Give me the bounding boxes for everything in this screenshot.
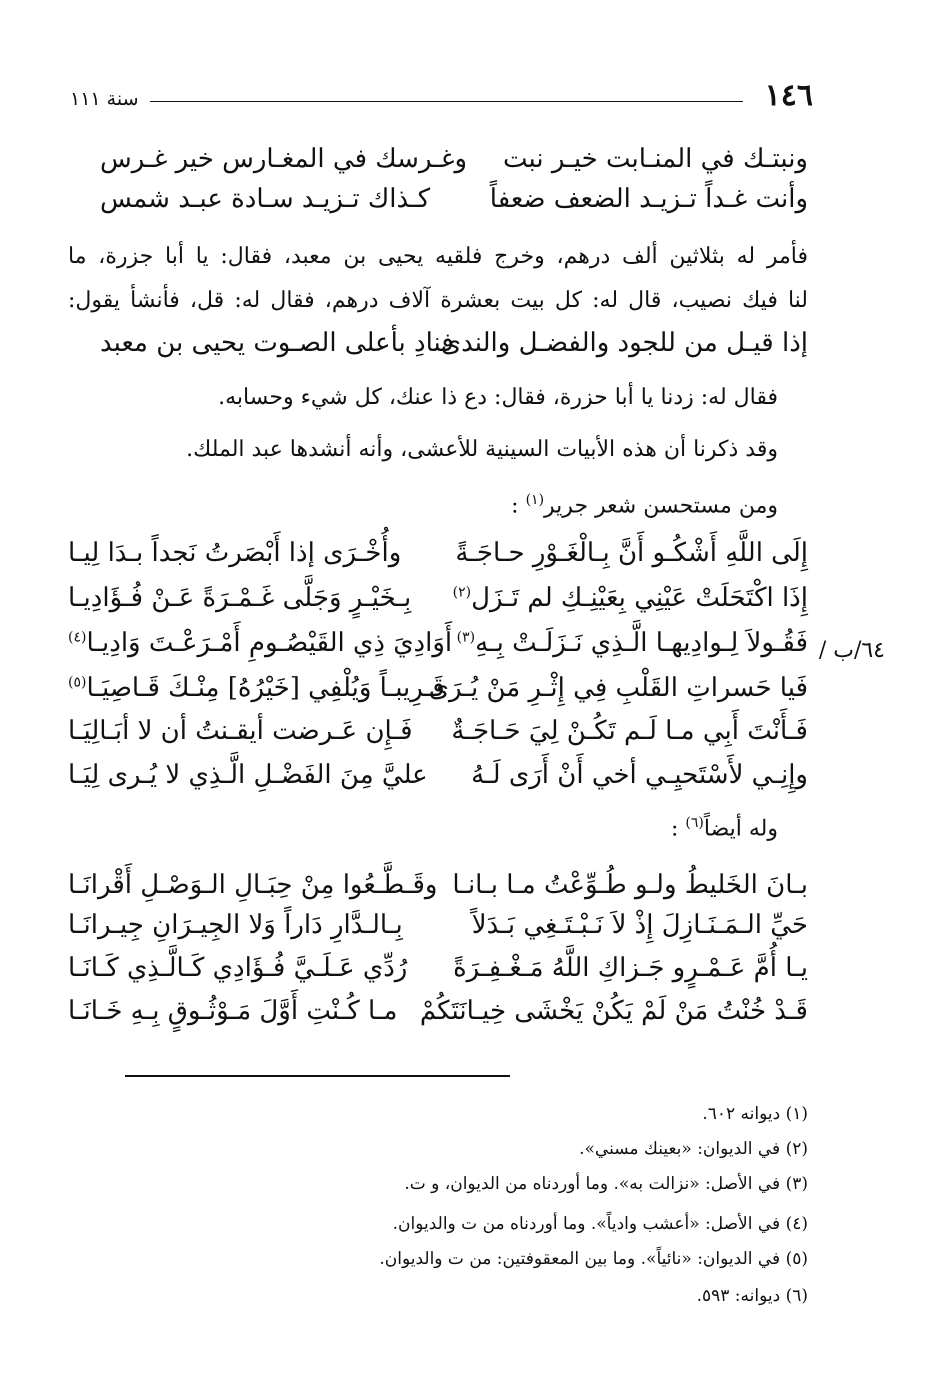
prose-line: فقال له: زدنا يا أبا حزرة، فقال: دع ذا عنك، كل شيء وحسابه. bbox=[218, 385, 778, 410]
footnote-ref: (٤) bbox=[68, 629, 87, 646]
prose-line: لنا فيك نصيب، قال له: كل بيت بعشرة آلاف درهم، فقال له: قل، فأنشأ يقول: bbox=[68, 288, 809, 313]
footnote: (٤) في الأصل: «أعشب وادياً». وما أوردناه من ت والديوان. bbox=[392, 1214, 808, 1234]
prose-line: وقد ذكرنا أن هذه الأبيات السينية للأعشى، وأنه أنشدها عبد الملك. bbox=[186, 437, 778, 462]
footnote: (٥) في الديوان: «نائياً». وما بين المعقوفتين: من ت والديوان. bbox=[379, 1249, 808, 1269]
poem1-hemistich-right: إِلَى اللَّهِ أَشْكُـو أَنَّ بِـالْغَـوْرِ حـاجَـةً bbox=[455, 538, 808, 568]
verse-single-right: إذا قيـل من للجود والفضـل والندى bbox=[440, 328, 808, 358]
footnote-ref: (٦) bbox=[685, 815, 704, 831]
poem1-hemistich-right: إِذَا اكْتَحَلَتْ عَيْنِي بِعَيْنِـكِ لم تَـزَل$^{(٢)}$ bbox=[452, 583, 808, 613]
poem1-hemistich-right: وإِنِـي لأَسْتَحيِـي أخي أَنْ أَرَى لَـهُ bbox=[471, 760, 808, 790]
poem1-hemistich-right: فَقُـولاَ لِـوادِيهـا الَّـذِي نَـزَلَـتْ بِـهِ$^{(٣)}$ bbox=[456, 628, 808, 658]
page-number: ١٤٦ bbox=[764, 78, 813, 113]
footnote: (٢) في الديوان: «بعينك مسني». bbox=[579, 1139, 808, 1159]
footnote-ref: (٥) bbox=[68, 674, 87, 691]
header-rule bbox=[150, 101, 743, 102]
poem-intro bbox=[511, 492, 778, 520]
footnote: (١) ديوانه ٦٠٢. bbox=[702, 1104, 808, 1124]
footnote-rule bbox=[125, 1075, 510, 1077]
poem2-hemistich-right: يـا أُمَّ عَـمْـرٍو جَـزاكِ اللَّهُ مَـغْـفِـرَةً bbox=[453, 953, 808, 983]
poem2-hemistich-right: بـانَ الخَليطُ ولـو طُـوِّعْتُ مـا بـانـا bbox=[452, 870, 808, 900]
poem1-hemistich-right: فَيا حَسراتِ القَلْبِ فِي إِثْـرِ مَنْ يُـرَى bbox=[428, 673, 808, 703]
footnote: (٦) ديوانه: ٥٩٣. bbox=[696, 1286, 808, 1306]
footnote: (٣) في الأصل: «نزالت به». وما أوردناه من الديوان، و ت. bbox=[404, 1174, 808, 1194]
poem1-hemistich-left: فَـإِن عَـرضت أيقـنتُ أن لا أبَـالِيَـا bbox=[68, 716, 413, 746]
poem2-hemistich-right: حَيِّ الـمَـنَـازِلَ إِذْ لاَ نَـبْـتَـغِي بَـدَلاً bbox=[471, 910, 808, 940]
poem1-hemistich-left: بِـخَيْـرٍ وَجَلَّى غَـمْـرَةً عَـنْ فُـؤَادِيـا bbox=[68, 583, 412, 613]
verse-top-2-right: وأنت غـداً تـزيـد الضعف ضعفاً bbox=[489, 184, 808, 214]
poem2-hemistich-left: وقَـطَّـعُوا مِنْ حِبَـالِ الـوَصْـلِ أَقْرانَـا bbox=[68, 870, 438, 900]
verse-top-1-right: ونبتـك في المنـابت خيـر نبت bbox=[503, 144, 808, 174]
verse-top-1-left: وغـرسك في المغـارس خير غـرس bbox=[100, 144, 468, 174]
poem-intro bbox=[671, 815, 778, 843]
poem1-hemistich-left: أَوَادِيَ ذِي القَيْصُـومِ أَمْـرَعْـتَ وَادِيـا$^{(٤)}$ bbox=[68, 628, 453, 658]
prose-line: فأمر له بثلاثين ألف درهم، وخرج فلقيه يحيى بن معبد، فقال: يا أبا جزرة، ما bbox=[68, 244, 808, 269]
margin-folio-note: ٦٤/ب / bbox=[818, 638, 885, 663]
footnote-ref: (٣) bbox=[456, 629, 476, 646]
verse-single-left: فنادِ بأعلى الصـوت يحيى بن معبد bbox=[100, 328, 454, 358]
poem2-hemistich-left: رُدِّي عَـلَـيَّ فُـؤَادِي كَـالَّـذِي كَـانَـا bbox=[68, 953, 408, 983]
poem1-hemistich-left: وأُخْـرَى إذا أَبْصَرتُ نَجداً بـدَا لِيـا bbox=[68, 538, 402, 568]
verse-top-2-left: كـذاك تـزيـد سـادة عبـد شمس bbox=[100, 184, 431, 214]
poem2-hemistich-left: مـا كُـنْتِ أَوَّلَ مَـوْثُـوقٍ بِـهِ خَـانَـا bbox=[68, 996, 398, 1026]
poem-intro-text: ومن مستحسن شعر جرير bbox=[544, 493, 778, 519]
poem1-hemistich-left: قَـرِيبـاً وَيُلْفِي [خَيْرُهُ] مِنْـكَ قَـاصِيَـا$^{(٥)}$ bbox=[68, 673, 445, 703]
poem1-hemistich-left: عليَّ مِنَ الفَضْـلِ الَّـذِي لا يُـرى لِيَـا bbox=[68, 760, 428, 790]
poem1-hemistich-right: فَـأَنْتَ أَبِي مـا لَـم تَكُـنْ لِيَ حَـاجَـةٌ bbox=[451, 716, 808, 746]
poem2-hemistich-right: قَـدْ خُنْتُ مَنْ لَمْ يَكُنْ يَخْشَى خِيـانَتَكُمْ bbox=[419, 996, 808, 1026]
footnote-ref: (١) bbox=[525, 492, 545, 508]
poem-intro-colon: : bbox=[670, 816, 679, 842]
poem-intro-text: وله أيضاً bbox=[703, 816, 778, 842]
running-head-year: سنة ١١١ bbox=[70, 88, 139, 110]
poem-intro-colon: : bbox=[511, 493, 519, 519]
poem2-hemistich-left: بِـالـدَّارِ دَاراً وَلا الجِيـرَانِ جِيـرانَـا bbox=[68, 910, 403, 940]
footnote-ref: (٢) bbox=[452, 584, 472, 601]
